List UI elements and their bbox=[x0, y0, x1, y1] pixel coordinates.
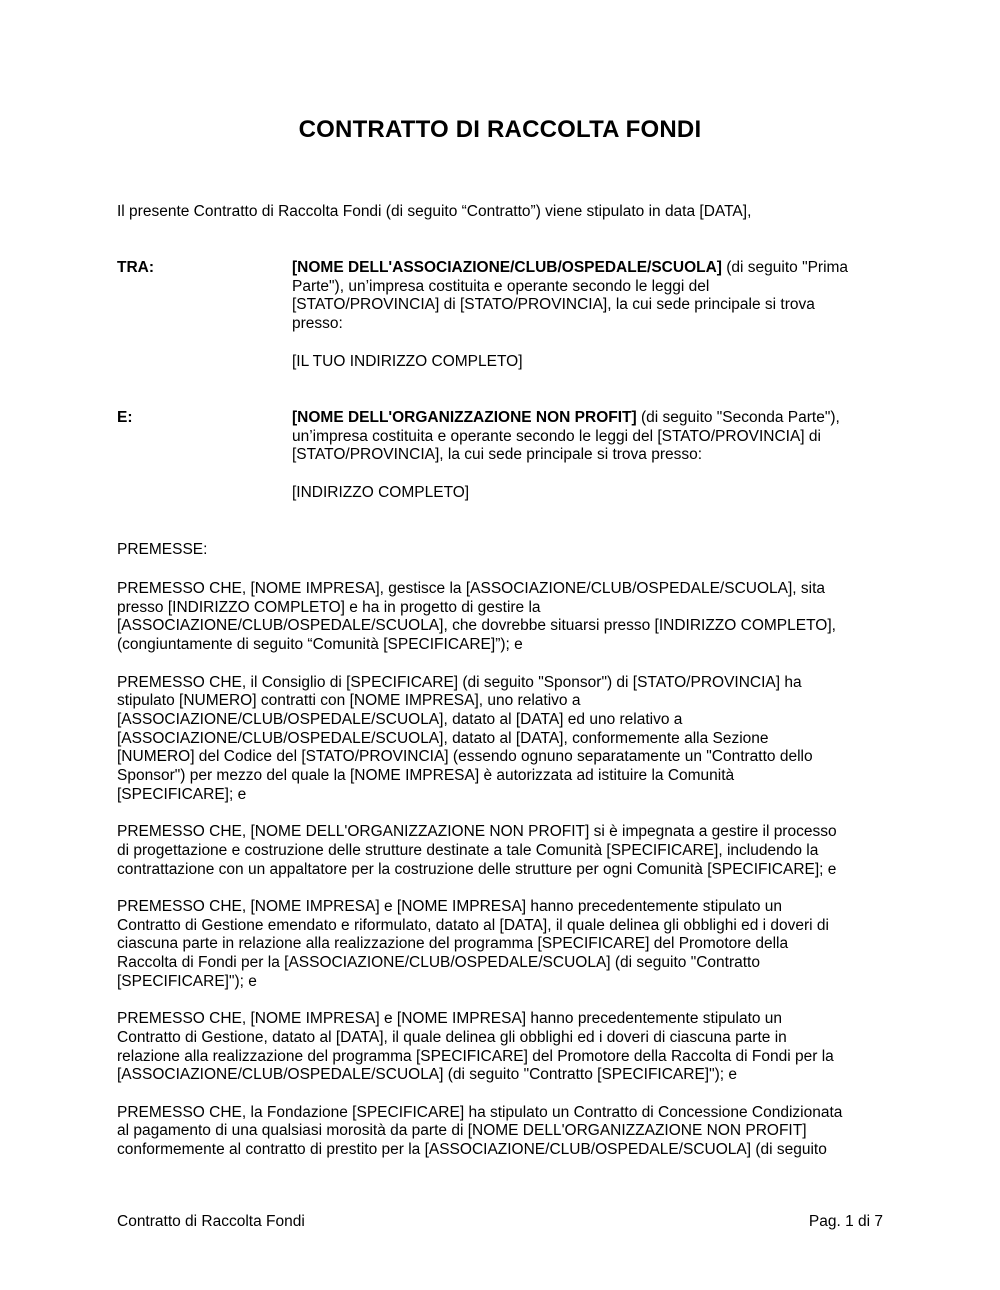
recital-line: Contratto di Gestione emendato e riformulato, datato al [DATA], il quale delinea gli obblighi ed i doveri di bbox=[117, 916, 829, 934]
premesse-heading: PREMESSE: bbox=[117, 541, 208, 558]
recital-line: conformemente al contratto di prestito per la [ASSOCIAZIONE/CLUB/OSPEDALE/SCUOLA] (di seguito bbox=[117, 1141, 827, 1159]
recital-line: [ASSOCIAZIONE/CLUB/OSPEDALE/SCUOLA], datato al [DATA] ed uno relativo a bbox=[117, 710, 683, 728]
recital-line: [ASSOCIAZIONE/CLUB/OSPEDALE/SCUOLA], datato al [DATA], conformemente alla Sezione bbox=[117, 729, 769, 747]
recital-line: PREMESSO CHE, [NOME IMPRESA] e [NOME IMPRESA] hanno precedentemente stipulato un bbox=[117, 1010, 783, 1028]
party2-block bbox=[292, 409, 892, 503]
recital-line: [SPECIFICARE]; e bbox=[117, 785, 247, 803]
party1-line: Parte"), un’impresa costituita e operante secondo le leggi del bbox=[292, 277, 710, 295]
recital-line: [SPECIFICARE]"); e bbox=[117, 972, 257, 990]
recital-line: Sponsor") per mezzo del quale la [NOME IMPRESA] è autorizzata ad istituire la Comunità bbox=[117, 767, 735, 785]
party1-address: [IL TUO INDIRIZZO COMPLETO] bbox=[292, 352, 523, 370]
party2-line: [STATO/PROVINCIA], la cui sede principale si trova presso: bbox=[292, 446, 703, 464]
recital-line: stipulato [NUMERO] contratti con [NOME IMPRESA], uno relativo a bbox=[117, 692, 581, 710]
recital-line: (congiuntamente di seguito “Comunità [SPECIFICARE]”); e bbox=[117, 636, 523, 654]
party2-address: [INDIRIZZO COMPLETO] bbox=[292, 484, 470, 502]
party2-name: [NOME DELL'ORGANIZZAZIONE NON PROFIT] bbox=[292, 409, 637, 426]
party2-label: E: bbox=[117, 409, 133, 426]
page-footer bbox=[117, 1213, 883, 1231]
recital-paragraph bbox=[117, 823, 897, 879]
recital-line: PREMESSO CHE, il Consiglio di [SPECIFICARE] (di seguito "Sponsor") di [STATO/PROVINCIA] ha bbox=[117, 673, 802, 691]
party1-line: [NOME DELL'ASSOCIAZIONE/CLUB/OSPEDALE/SCUOLA] (di seguito "Prima bbox=[292, 259, 849, 276]
recital-line: Contratto di Gestione, datato al [DATA], il quale delinea gli obblighi ed i doveri di ciascuna parte in bbox=[117, 1028, 787, 1046]
recital-paragraph bbox=[117, 1010, 897, 1085]
party1-label: TRA: bbox=[117, 259, 155, 276]
document-title: CONTRATTO DI RACCOLTA FONDI bbox=[298, 116, 702, 143]
footer-page-number: Pag. 1 di 7 bbox=[808, 1213, 883, 1230]
recital-line: contrattazione con un appaltatore per la costruzione delle strutture per ogni Comunità [SPECIFICARE]; e bbox=[117, 860, 837, 878]
recital-line: di progettazione e costruzione delle strutture destinate a tale Comunità [SPECIFICARE], includendo la bbox=[117, 841, 819, 859]
recital-line: [NUMERO] del Codice del [STATO/PROVINCIA] (essendo ognuno separatamente un "Contratto dello bbox=[117, 748, 813, 766]
premesse-paragraphs bbox=[117, 580, 897, 1160]
recital-line: ciascuna parte in relazione alla realizzazione del programma [SPECIFICARE] del Promotore della bbox=[117, 935, 789, 953]
recital-line: al pagamento di una qualsiasi morosità da parte di [NOME DELL'ORGANIZZAZIONE NON PROFIT] bbox=[117, 1122, 807, 1140]
recital-line: relazione alla realizzazione del programma [SPECIFICARE] del Promotore della Raccolta di Fondi per la bbox=[117, 1047, 834, 1065]
party1-name: [NOME DELL'ASSOCIAZIONE/CLUB/OSPEDALE/SCUOLA] bbox=[292, 259, 722, 276]
party1-line: [STATO/PROVINCIA] di [STATO/PROVINCIA], la cui sede principale si trova bbox=[292, 296, 815, 314]
recital-paragraph bbox=[117, 674, 897, 805]
recital-paragraph bbox=[117, 1104, 897, 1160]
recital-line: Raccolta di Fondi per la [ASSOCIAZIONE/CLUB/OSPEDALE/SCUOLA] (di seguito "Contratto bbox=[117, 954, 760, 972]
footer-document-name: Contratto di Raccolta Fondi bbox=[117, 1213, 305, 1230]
party1-line: presso: bbox=[292, 315, 343, 333]
recital-line: [ASSOCIAZIONE/CLUB/OSPEDALE/SCUOLA], che dovrebbe situarsi presso [INDIRIZZO COMPLETO], bbox=[117, 617, 836, 635]
intro-paragraph: Il presente Contratto di Raccolta Fondi (di seguito “Contratto”) viene stipulato in data [DATA], bbox=[117, 203, 752, 220]
recital-line: PREMESSO CHE, [NOME IMPRESA] e [NOME IMPRESA] hanno precedentemente stipulato un bbox=[117, 897, 783, 915]
recital-line: PREMESSO CHE, [NOME IMPRESA], gestisce la [ASSOCIAZIONE/CLUB/OSPEDALE/SCUOLA], sita bbox=[117, 580, 826, 597]
recital-line: PREMESSO CHE, [NOME DELL'ORGANIZZAZIONE NON PROFIT] si è impegnata a gestire il processo bbox=[117, 823, 837, 841]
recital-line: presso [INDIRIZZO COMPLETO] e ha in progetto di gestire la bbox=[117, 598, 541, 616]
party2-line: un’impresa costituita e operante secondo le leggi del [STATO/PROVINCIA] di bbox=[292, 427, 821, 445]
recital-line: [ASSOCIAZIONE/CLUB/OSPEDALE/SCUOLA] (di seguito "Contratto [SPECIFICARE]"); e bbox=[117, 1066, 738, 1084]
recital-paragraph bbox=[117, 580, 897, 655]
party2-line: [NOME DELL'ORGANIZZAZIONE NON PROFIT] (di seguito "Seconda Parte"), bbox=[292, 409, 840, 426]
party1-block bbox=[292, 259, 892, 372]
recital-line: PREMESSO CHE, la Fondazione [SPECIFICARE] ha stipulato un Contratto di Concessione Condizionata bbox=[117, 1103, 843, 1121]
recital-paragraph bbox=[117, 898, 897, 992]
